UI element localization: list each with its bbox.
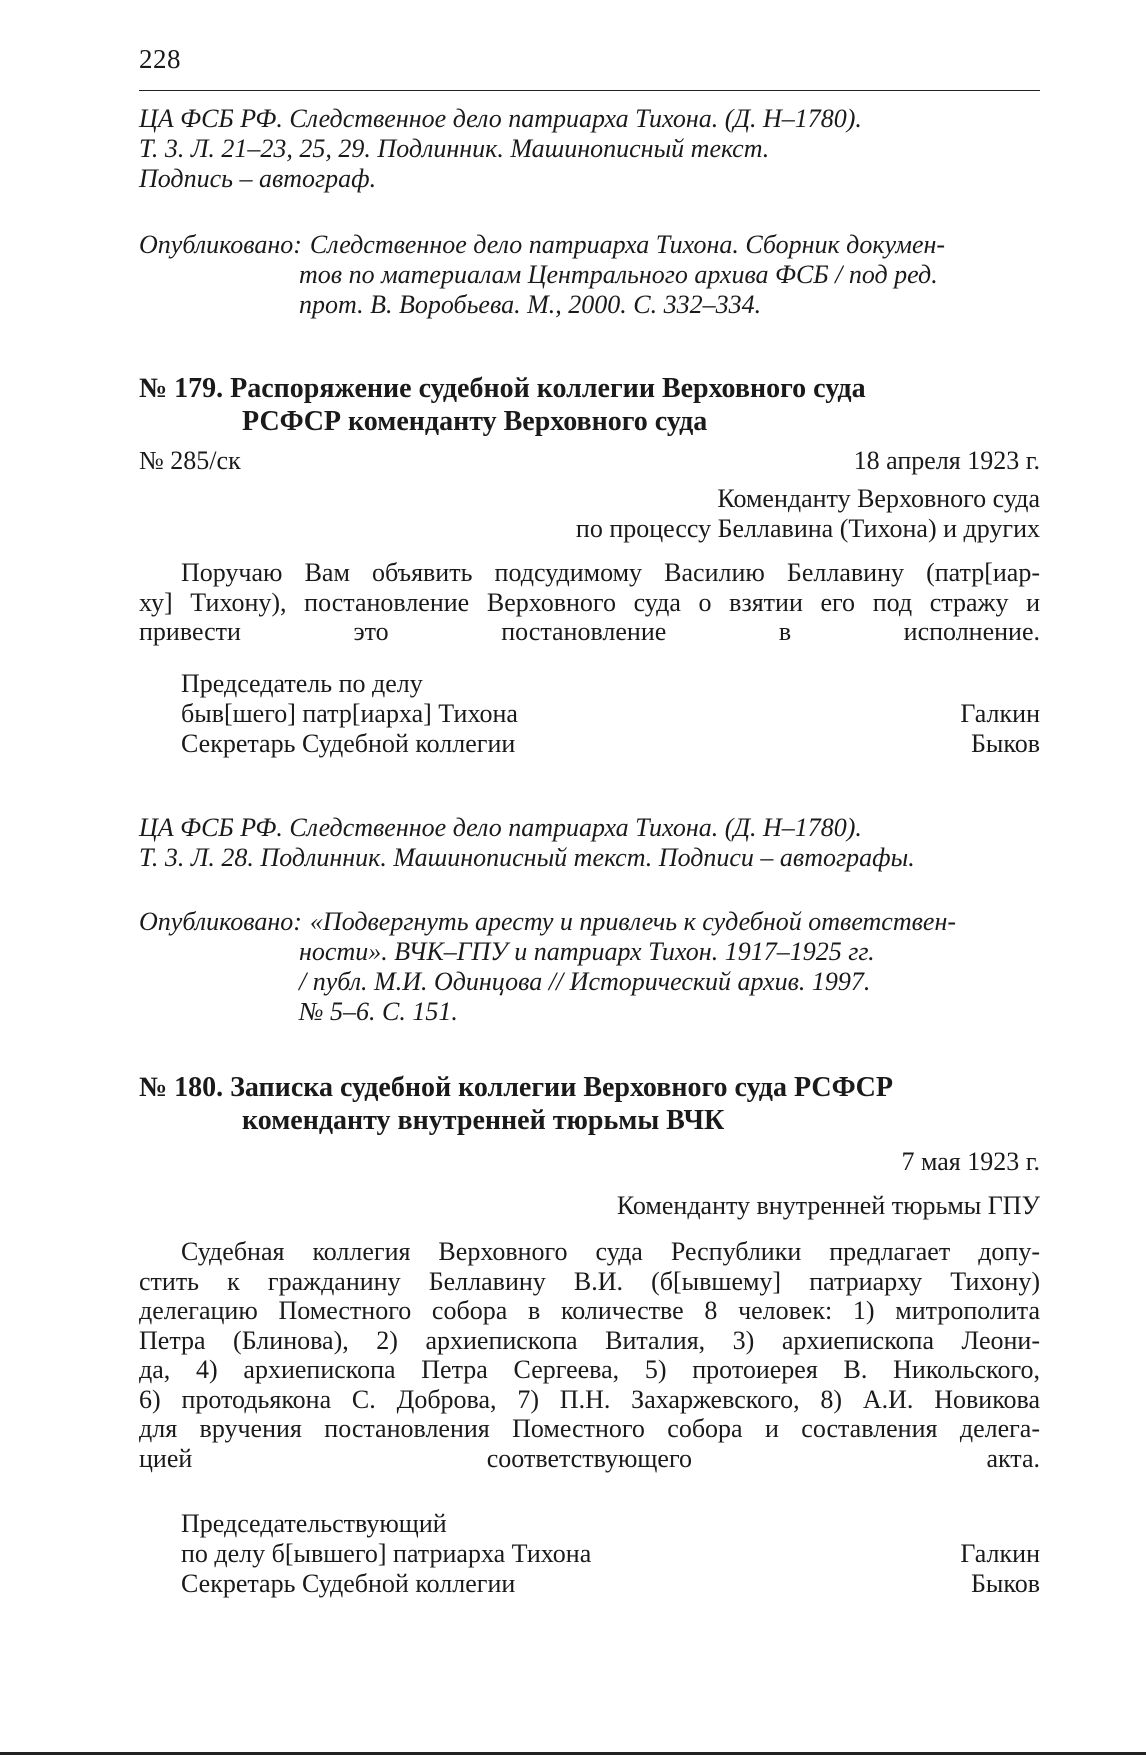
doc-180-signatures xyxy=(139,1509,1040,1599)
signature-name: Галкин xyxy=(960,1539,1040,1568)
signature-name: Галкин xyxy=(960,698,1040,728)
signature-name: Быков xyxy=(971,728,1040,758)
doc-180-body xyxy=(139,1237,1040,1473)
signature-role: Секретарь Судебной коллегии xyxy=(181,1569,516,1598)
page-number: 228 xyxy=(139,44,181,74)
archive-ref-line: Т. 3. Л. 28. Подлинник. Машинописный текст. Подписи – автографы. xyxy=(139,843,915,872)
doc-179-title xyxy=(139,372,1040,438)
signature-role: Председательствующий xyxy=(181,1509,447,1538)
archive-ref-line: ЦА ФСБ РФ. Следственное дело патриарха Тихона. (Д. Н–1780). xyxy=(139,104,862,133)
doc-179-date: 18 апреля 1923 г. xyxy=(853,446,1040,475)
body-line: Судебная коллегия Верховного суда Республики предлагает допу- xyxy=(181,1237,1040,1266)
doc-179-body xyxy=(139,558,1040,647)
doc-180-addressee: Коменданту внутренней тюрьмы ГПУ xyxy=(616,1191,1040,1220)
body-line: Поручаю Вам объявить подсудимому Василию Беллавину (патр[иар- xyxy=(181,558,1040,587)
archive-reference-2 xyxy=(139,813,1040,873)
body-line: да, 4) архиепископа Петра Сергеева, 5) протоиерея В. Никольского, xyxy=(139,1355,1040,1384)
doc-179-signatures xyxy=(139,669,1040,759)
body-line: цией соответствующего акта. xyxy=(139,1443,1040,1473)
doc-179-addressee: Коменданту Верховного суда xyxy=(717,484,1040,513)
doc-179-title-line: РСФСР коменданту Верховного суда xyxy=(242,406,708,437)
signature-role: Секретарь Судебной коллегии xyxy=(181,728,516,758)
doc-179-title-line: № 179. Распоряжение судебной коллегии Верховного суда xyxy=(139,373,866,404)
published-line: «Подвергнуть аресту и привлечь к судебной ответствен- xyxy=(309,907,956,936)
published-line: тов по материалам Центрального архива ФСБ / под ред. xyxy=(299,260,938,289)
signature-role: по делу б[ывшего] патриарха Тихона xyxy=(181,1539,592,1568)
published-line: Следственное дело патриарха Тихона. Сборник докумен- xyxy=(309,230,946,259)
doc-180-title-line: коменданту внутренней тюрьмы ВЧК xyxy=(242,1105,725,1136)
doc-180-title-line: № 180. Записка судебной коллегии Верховного суда РСФСР xyxy=(139,1072,894,1103)
body-line: привести это постановление в исполнение. xyxy=(139,617,1040,646)
published-line: прот. В. Воробьева. М., 2000. С. 332–334. xyxy=(299,290,762,319)
doc-179-meta xyxy=(139,446,1040,476)
header-rule xyxy=(139,90,1040,91)
document-179 xyxy=(139,372,1040,759)
body-line: делегацию Поместного собора в количестве 8 человек: 1) митрополита xyxy=(139,1296,1040,1325)
published-note-2 xyxy=(139,907,1040,1027)
published-note-1 xyxy=(139,230,1040,320)
published-line: / публ. М.И. Одинцова // Исторический архив. 1997. xyxy=(299,967,871,996)
published-label: Опубликовано: xyxy=(139,907,302,936)
archive-ref-line: Т. 3. Л. 21–23, 25, 29. Подлинник. Машинописный текст. xyxy=(139,134,770,163)
archive-ref-line: ЦА ФСБ РФ. Следственное дело патриарха Тихона. (Д. Н–1780). xyxy=(139,813,862,842)
published-line: № 5–6. С. 151. xyxy=(299,997,458,1026)
body-line: 6) протодьякона С. Доброва, 7) П.Н. Захаржевского, 8) А.И. Новикова xyxy=(139,1384,1040,1414)
doc-180-date: 7 мая 1923 г. xyxy=(901,1147,1040,1176)
bottom-rule xyxy=(0,1752,1146,1755)
doc-179-number: № 285/ск xyxy=(139,446,241,475)
published-line: ности». ВЧК–ГПУ и патриарх Тихон. 1917–1925 гг. xyxy=(299,937,875,966)
doc-179-addressee: по процессу Беллавина (Тихона) и других xyxy=(575,514,1040,543)
body-line: ху] Тихону), постановление Верховного суда о взятии его под стражу и xyxy=(139,587,1040,617)
published-label: Опубликовано: xyxy=(139,230,302,259)
document-180 xyxy=(139,1071,1040,1599)
body-line: Петра (Блинова), 2) архиепископа Виталия, 3) архиепископа Леони- xyxy=(139,1325,1040,1355)
signature-name: Быков xyxy=(971,1569,1040,1598)
archive-reference-1 xyxy=(139,104,1040,194)
signature-role: быв[шего] патр[иарха] Тихона xyxy=(181,698,518,728)
body-line: для вручения постановления Поместного собора и составления делега- xyxy=(139,1414,1040,1443)
doc-180-title xyxy=(139,1071,1040,1137)
signature-role: Председатель по делу xyxy=(181,668,423,698)
archive-ref-line: Подпись – автограф. xyxy=(139,164,377,193)
body-line: стить к гражданину Беллавину В.И. (б[ывшему] патриарху Тихону) xyxy=(139,1266,1040,1296)
